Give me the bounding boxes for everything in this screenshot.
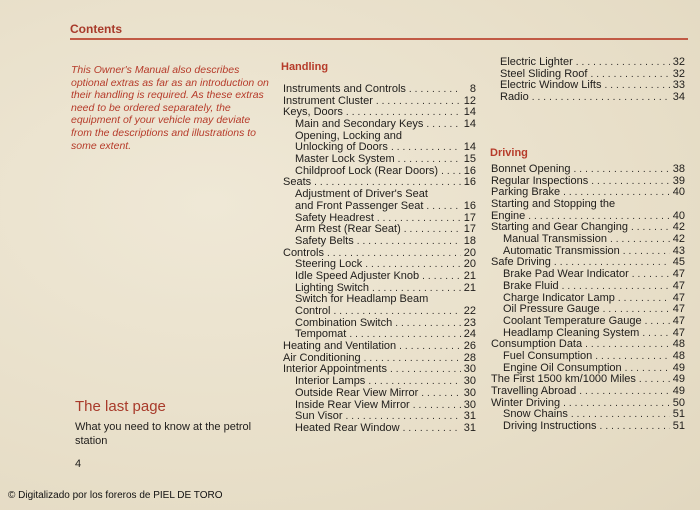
toc-entry-title: Heating and Ventilation [283, 340, 397, 353]
toc-entry-page: 24 [463, 328, 476, 341]
toc-entry-page: 43 [672, 244, 685, 257]
leader-dots [639, 374, 670, 386]
toc-entry-title: Keys, Doors [283, 106, 343, 119]
leader-dots [642, 328, 669, 340]
contents-header: Contents [70, 22, 122, 36]
leader-dots [618, 293, 670, 305]
leader-dots [409, 84, 461, 96]
toc-entry-page: 42 [672, 233, 685, 246]
toc-entry-title: Safety Belts [295, 234, 354, 247]
toc-entry-title: Interior Lamps [295, 375, 366, 388]
toc-entry-page: 31 [463, 421, 476, 434]
toc-entry-title: Oil Pressure Gauge [503, 303, 600, 316]
toc-entry-title: Inside Rear View Mirror [295, 398, 410, 411]
toc-entry-title: Lighting Switch [295, 281, 369, 294]
toc-entry [491, 351, 685, 363]
toc-entry-title: Engine Oil Consumption [503, 361, 622, 374]
toc-entry-page: 47 [672, 291, 685, 304]
leader-dots [426, 201, 460, 213]
toc-entry-page: 14 [463, 106, 476, 119]
toc-entry-title: Sun Visor [295, 410, 343, 423]
toc-entry-title: Steel Sliding Roof [500, 67, 588, 80]
toc-entry-title: Snow Chains [503, 408, 568, 421]
section-title-driving: Driving [490, 147, 528, 159]
section-title-handling: Handling [281, 61, 329, 73]
header-divider [70, 38, 688, 40]
toc-entry-page: 31 [463, 410, 476, 423]
toc-entry-title: Combination Switch [295, 316, 393, 329]
toc-entry-page: 30 [463, 386, 476, 399]
toc-entry-page: 21 [463, 269, 476, 282]
toc-entry-page: 45 [672, 256, 685, 269]
leader-dots [399, 341, 461, 353]
toc-entry [283, 423, 476, 435]
toc-entry-title: Air Conditioning [283, 351, 361, 364]
toc-entry-title: Idle Speed Adjuster Knob [295, 269, 420, 282]
toc-entry-page: 16 [463, 199, 476, 212]
toc-entry-title: Coolant Temperature Gauge [503, 314, 642, 327]
leader-dots [403, 423, 461, 435]
toc-entry-page: 20 [463, 258, 476, 271]
toc-entry-page: 40 [672, 209, 685, 222]
toc-entry-page: 20 [463, 246, 476, 259]
toc-entry [491, 421, 685, 433]
toc-entry-title: Brake Fluid [503, 279, 559, 292]
toc-entry-page: 47 [672, 279, 685, 292]
toc-entry-title: Starting and Gear Changing [491, 221, 628, 234]
toc-entry-page: 16 [463, 164, 476, 177]
toc-entry [283, 201, 476, 213]
toc-entry-title: Electric Window Lifts [500, 79, 602, 92]
leader-dots [421, 388, 460, 400]
toc-entry [491, 164, 685, 176]
toc-entry-title: Automatic Transmission [503, 244, 620, 257]
toc-entry-title: Master Lock System [295, 153, 395, 166]
toc-entry-page: 15 [463, 153, 476, 166]
toc-entry-title: Regular Inspections [491, 174, 589, 187]
leader-dots [413, 400, 461, 412]
toc-entry-title: Interior Appointments [283, 363, 387, 376]
leader-dots [376, 96, 461, 108]
leader-dots [426, 119, 460, 131]
toc-entry-page: 32 [672, 67, 685, 80]
toc-entry [491, 316, 685, 328]
toc-entry-title: Main and Secondary Keys [295, 118, 424, 131]
leader-dots [391, 142, 461, 154]
toc-entry-title: Outside Rear View Mirror [295, 386, 419, 399]
leader-dots [600, 421, 670, 433]
toc-list-driving [491, 164, 685, 433]
toc-entry-title: Heated Rear Window [295, 421, 400, 434]
leader-dots [645, 316, 670, 328]
leader-dots [595, 351, 669, 363]
last-page-description: What you need to know at the petrol station [75, 421, 252, 447]
toc-entry-page: 38 [672, 162, 685, 175]
leader-dots [390, 364, 461, 376]
toc-entry-page: 14 [463, 118, 476, 131]
toc-entry-title: Manual Transmission [503, 233, 607, 246]
leader-dots [422, 271, 461, 283]
toc-entry [491, 281, 685, 293]
leader-dots [604, 80, 669, 92]
leader-dots [585, 339, 670, 351]
toc-entry-page: 51 [672, 420, 685, 433]
toc-entry [283, 306, 476, 318]
toc-entry-page: 48 [672, 338, 685, 351]
toc-entry [283, 236, 476, 248]
toc-entry-page: 28 [463, 351, 476, 364]
intro-note: This Owner's Manual also describes optional extras as far as an introduction on their handling is required. As these extras need to be ordered separately, the equipment of your vehicle may deviate from the descriptions and illustrations to some extent. [71, 64, 269, 152]
leader-dots [631, 222, 670, 234]
toc-entry-title: Radio [500, 91, 529, 104]
toc-entry-title: Arm Rest (Rear Seat) [295, 223, 401, 236]
last-page-title: The last page [75, 398, 166, 415]
toc-entry-page: 50 [672, 396, 685, 409]
toc-entry-page: 22 [463, 305, 476, 318]
page-number: 4 [75, 458, 82, 470]
leader-dots [623, 246, 670, 258]
toc-entry-page: 16 [463, 176, 476, 189]
toc-entry-page: 33 [672, 79, 685, 92]
toc-entry-title: Starting and Stopping the [491, 198, 616, 211]
toc-entry-page: 23 [463, 316, 476, 329]
toc-entry-page: 30 [463, 398, 476, 411]
toc-entry-page: 49 [672, 361, 685, 374]
toc-entry-page: 12 [463, 94, 476, 107]
toc-entry-page: 26 [463, 340, 476, 353]
toc-entry-title: Engine [491, 209, 526, 222]
toc-entry-page: 42 [672, 221, 685, 234]
leader-dots [590, 69, 669, 81]
toc-entry-page: 40 [672, 186, 685, 199]
toc-entry-title: Opening, Locking and [295, 129, 403, 142]
toc-entry-page: 49 [672, 385, 685, 398]
toc-entry-title: Safety Headrest [295, 211, 374, 224]
toc-entry-title: Unlocking of Doors [295, 141, 388, 154]
toc-entry-title: The First 1500 km/1000 Miles [491, 373, 636, 386]
toc-list-handling [283, 84, 476, 435]
leader-dots [579, 386, 670, 398]
toc-entry [500, 57, 685, 69]
toc-entry-page: 8 [469, 82, 476, 95]
toc-entry [283, 119, 476, 131]
toc-entry-page: 51 [672, 408, 685, 421]
toc-entry [491, 199, 685, 211]
toc-list-handling-continued [500, 57, 685, 104]
toc-entry-title: Instruments and Controls [283, 82, 406, 95]
leader-dots [591, 176, 670, 188]
toc-entry [491, 386, 685, 398]
toc-entry-page: 49 [672, 373, 685, 386]
toc-entry-title: Control [295, 305, 331, 318]
toc-entry-title: Headlamp Cleaning System [503, 326, 640, 339]
toc-entry-title: Safe Driving [491, 256, 551, 269]
leader-dots [333, 306, 460, 318]
leader-dots [532, 92, 670, 104]
toc-entry-title: Fuel Consumption [503, 349, 593, 362]
toc-entry-title: Driving Instructions [503, 420, 597, 433]
toc-entry-title: Bonnet Opening [491, 162, 571, 175]
toc-entry [283, 84, 476, 96]
toc-entry-page: 17 [463, 211, 476, 224]
leader-dots [563, 398, 670, 410]
toc-entry-title: Switch for Headlamp Beam [295, 293, 429, 306]
toc-entry-page: 39 [672, 174, 685, 187]
toc-entry-page: 34 [672, 91, 685, 104]
toc-entry-title: Brake Pad Wear Indicator [503, 268, 629, 281]
toc-entry-title: Charge Indicator Lamp [503, 291, 615, 304]
toc-entry-title: Electric Lighter [500, 55, 573, 68]
leader-dots [395, 318, 461, 330]
toc-entry-title: Parking Brake [491, 186, 561, 199]
leader-dots [576, 57, 670, 69]
toc-entry [283, 271, 476, 283]
toc-entry-title: Seats [283, 176, 312, 189]
toc-entry-title: Childproof Lock (Rear Doors) [295, 164, 439, 177]
toc-entry-page: 47 [672, 314, 685, 327]
toc-entry-title: Adjustment of Driver's Seat [295, 188, 428, 201]
toc-entry-page: 32 [672, 55, 685, 68]
toc-entry-title: Winter Driving [491, 396, 561, 409]
toc-entry-title: Travelling Abroad [491, 385, 577, 398]
leader-dots [574, 164, 670, 176]
toc-entry-title: Tempomat [295, 328, 347, 341]
toc-entry-title: Steering Lock [295, 258, 363, 271]
toc-entry-page: 30 [463, 375, 476, 388]
copyright-note: © Digitalizado por los foreros de PIEL DE TORO [8, 490, 223, 501]
leader-dots [357, 236, 461, 248]
toc-entry-page: 17 [463, 223, 476, 236]
leader-dots [562, 281, 670, 293]
toc-entry-page: 48 [672, 349, 685, 362]
leader-dots [441, 166, 461, 178]
toc-entry-title: and Front Passenger Seat [295, 199, 424, 212]
toc-entry-title: Controls [283, 246, 324, 259]
toc-entry-page: 18 [463, 234, 476, 247]
toc-entry-page: 47 [672, 303, 685, 316]
toc-entry-page: 21 [463, 281, 476, 294]
toc-entry-page: 47 [672, 326, 685, 339]
toc-entry [283, 166, 476, 178]
toc-entry-page: 14 [463, 141, 476, 154]
toc-entry-title: Instrument Cluster [283, 94, 373, 107]
toc-entry [500, 92, 685, 104]
toc-entry-page: 30 [463, 363, 476, 376]
leader-dots [404, 224, 461, 236]
leader-dots [632, 269, 670, 281]
toc-entry [283, 388, 476, 400]
toc-entry-page: 47 [672, 268, 685, 281]
toc-entry-title: Consumption Data [491, 338, 583, 351]
